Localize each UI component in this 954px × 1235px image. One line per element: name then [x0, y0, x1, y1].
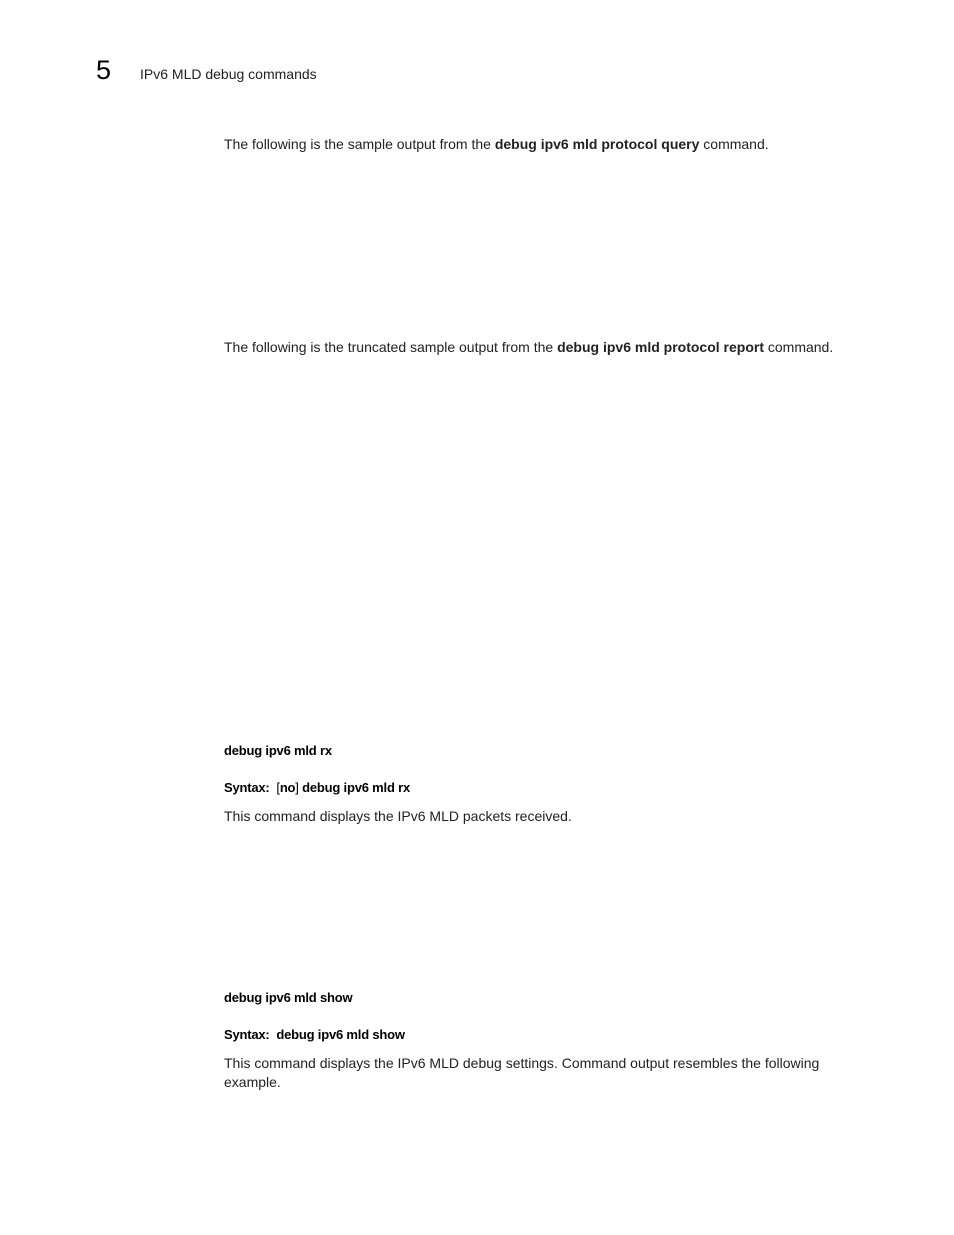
chapter-title: IPv6 MLD debug commands — [140, 66, 317, 82]
rx-syntax-command: debug ipv6 mld rx — [302, 780, 410, 795]
rx-syntax-close: ] — [295, 780, 299, 795]
query-command: debug ipv6 mld protocol query — [494, 136, 700, 152]
report-intro-suffix: command. — [763, 339, 834, 355]
show-heading: debug ipv6 mld show — [224, 990, 353, 1005]
rx-syntax-label: Syntax: — [224, 780, 270, 795]
show-syntax-command: debug ipv6 mld show — [276, 1027, 405, 1042]
report-intro-prefix: The following is the truncated sample output from the — [224, 339, 558, 355]
rx-description: This command displays the IPv6 MLD packets received. — [224, 808, 572, 824]
chapter-number: 5 — [96, 55, 112, 85]
report-command: debug ipv6 mld protocol report — [557, 339, 764, 355]
show-syntax — [224, 1026, 405, 1044]
query-output-intro — [224, 135, 864, 154]
query-intro-prefix: The following is the sample output from the — [224, 136, 495, 152]
query-intro-suffix: command. — [699, 136, 769, 152]
show-syntax-label: Syntax: — [224, 1027, 270, 1042]
show-description: This command displays the IPv6 MLD debug settings. Command output resembles the following example. — [224, 1055, 820, 1090]
rx-syntax-open: [ — [276, 780, 280, 795]
rx-syntax-no: no — [279, 780, 296, 795]
report-output-intro — [224, 338, 864, 357]
rx-syntax — [224, 779, 410, 797]
rx-heading: debug ipv6 mld rx — [224, 743, 332, 758]
